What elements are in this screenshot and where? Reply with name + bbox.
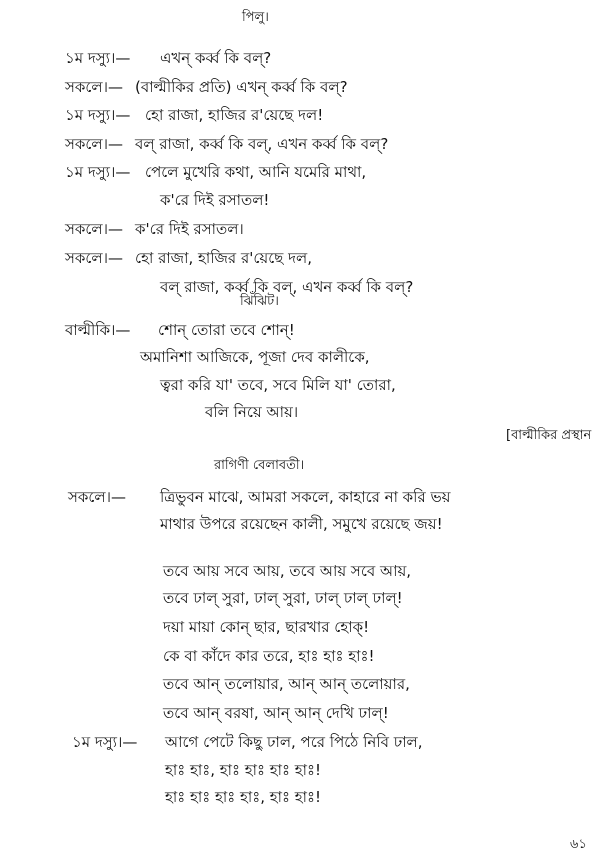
speaker: সকলে।— [65, 249, 123, 267]
stage-direction: [বাল্মীকির প্রস্থান [506, 428, 592, 443]
verse-line: মাথার উপরে রয়েছেন কালী, সমুখে রয়েছে জয়! [160, 515, 443, 533]
verse-line: হো রাজা, হাজির র'য়েছে দল! [145, 106, 324, 124]
verse-line: হো রাজা, হাজির র'য়েছে দল, [135, 249, 312, 267]
verse-line: ত্বরা করি যা' তবে, সবে মিলি যা' তোরা, [160, 376, 396, 394]
speaker: ১ম দস্যু।— [65, 106, 131, 124]
verse-line: বল্ রাজা, কর্ব্ব কি বল্, এখন কর্ব্ব কি বল্? [160, 278, 414, 296]
verse-line: ক'রে দিই রসাতল। [135, 220, 244, 238]
verse-line: ত্রিভুবন মাঝে, আমরা সকলে, কাহারে না করি ভয় [160, 488, 451, 506]
verse-line: হাঃ হাঃ হাঃ হাঃ, হাঃ হাঃ! [165, 788, 321, 806]
verse-line: বল্ রাজা, কর্ব্ব কি বল্, এখন কর্ব্ব কি বল্? [135, 135, 389, 153]
verse-line: তবে আন্ তলোয়ার, আন্ আন্ তলোয়ার, [163, 675, 410, 693]
speaker: সকলে।— [65, 220, 123, 238]
speaker: সকলে।— [65, 78, 123, 96]
verse-line: (বাল্মীকির প্রতি) এখন্ কর্ব্ব কি বল্? [135, 78, 348, 96]
speaker: সকলে।— [65, 135, 123, 153]
verse-line: তবে ঢাল্ সুরা, ঢাল্ সুরা, ঢাল্ ঢাল্ ঢাল্! [163, 589, 403, 607]
verse-line: হাঃ হাঃ, হাঃ হাঃ হাঃ হাঃ! [165, 761, 321, 779]
verse-line: বলি নিয়ে আয়। [205, 403, 299, 421]
speaker: ১ম দস্যু।— [65, 163, 131, 181]
speaker: বাল্মীকি।— [65, 321, 131, 339]
speaker: ১ম দস্যু।— [72, 733, 138, 751]
verse-line: শোন্ তোরা তবে শোন্! [158, 321, 295, 339]
page-number: ৬১ [570, 837, 587, 852]
verse-line: আগে পেটে কিছু ঢাল, পরে পিঠে নিবি ঢাল, [165, 733, 423, 751]
verse-line: কে বা কাঁদে কার তরে, হাঃ হাঃ হাঃ! [163, 647, 375, 665]
speaker: সকলে।— [68, 488, 126, 506]
verse-line: অমানিশা আজিকে, পূজা দেব কালীকে, [140, 348, 370, 366]
verse-line: দয়া মায়া কোন্ ছার, ছারখার হোক্! [163, 618, 370, 636]
verse-line: পেলে মুখেরি কথা, আনি যমেরি মাথা, [145, 163, 367, 181]
verse-line: ক'রে দিই রসাতল! [160, 191, 270, 209]
speaker: ১ম দস্যু।— [65, 49, 131, 67]
verse-line: তবে আয় সবে আয়, তবে আয় সবে আয়, [163, 562, 412, 580]
verse-line: এখন্ কর্ব্ব কি বল্? [160, 49, 272, 67]
raga-heading: ঝিঁঝিট। [240, 294, 279, 309]
raga-heading: রাগিণী বেলাবতী। [214, 458, 305, 473]
raga-heading: পিলু। [242, 10, 269, 25]
verse-line: তবে আন্ বরষা, আন্ আন্ দেখি ঢাল্! [163, 704, 389, 722]
